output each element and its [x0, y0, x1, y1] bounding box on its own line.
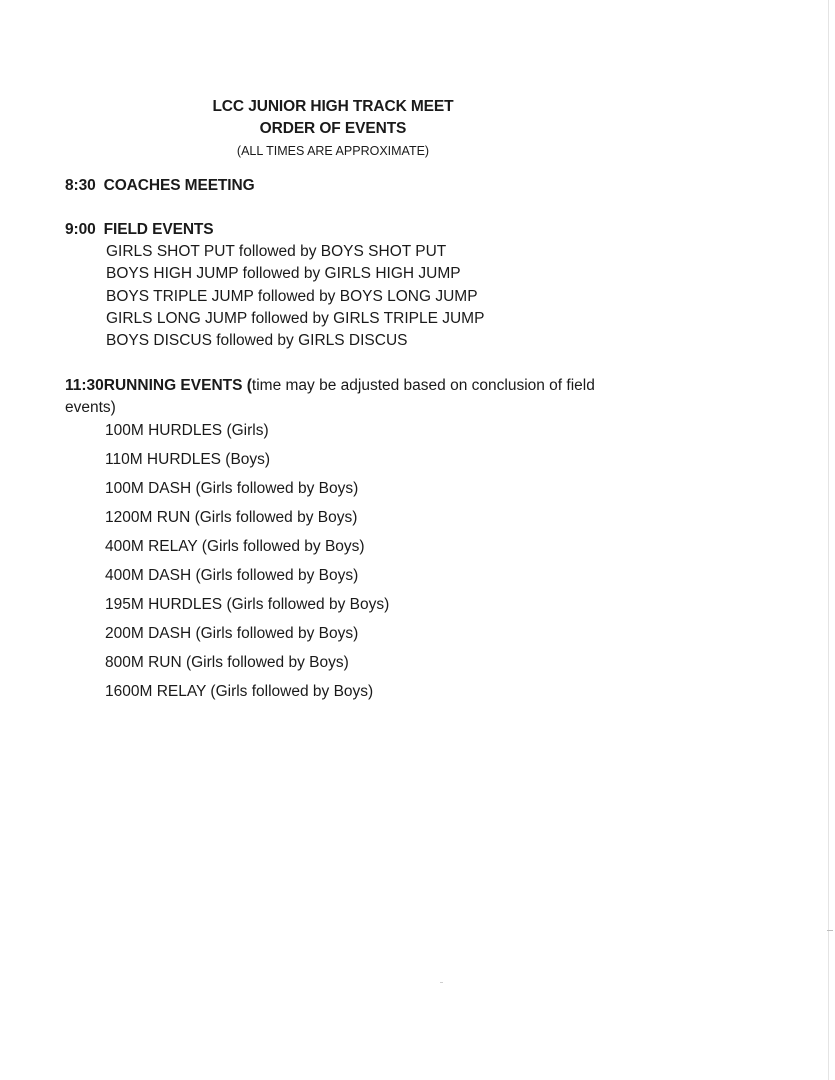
order-title: ORDER OF EVENTS [259, 120, 407, 137]
running-section [65, 375, 625, 706]
coaches-label: COACHES MEETING [103, 177, 255, 194]
coaches-heading [65, 175, 625, 197]
running-time: 11:30 [65, 377, 104, 394]
list-item: 200M DASH (Girls followed by Boys) [105, 625, 359, 642]
document-header [0, 96, 666, 161]
field-section [65, 219, 625, 352]
list-item: 195M HURDLES (Girls followed by Boys) [105, 596, 390, 613]
list-item: 1200M RUN (Girls followed by Boys) [105, 509, 358, 526]
list-item: 100M HURDLES (Girls) [105, 422, 269, 439]
list-item: 800M RUN (Girls followed by Boys) [105, 654, 349, 671]
list-item: 400M DASH (Girls followed by Boys) [105, 567, 359, 584]
list-item: 1600M RELAY (Girls followed by Boys) [105, 683, 374, 700]
page-edge-mark [827, 930, 833, 931]
field-time: 9:00 [65, 221, 96, 238]
times-note: (ALL TIMES ARE APPROXIMATE) [236, 144, 430, 158]
page-edge [828, 0, 829, 1080]
list-item: BOYS TRIPLE JUMP followed by BOYS LONG JUMP [106, 287, 478, 305]
list-item: GIRLS LONG JUMP followed by GIRLS TRIPLE JUMP [106, 309, 485, 327]
running-heading [65, 375, 625, 419]
running-events-list [65, 416, 625, 706]
list-item: 110M HURDLES (Boys) [105, 451, 271, 468]
field-heading [65, 219, 625, 241]
coaches-section [65, 175, 625, 197]
running-label: RUNNING EVENTS ( [103, 377, 252, 394]
running-note: time may be adjusted based on conclusion of field events) [65, 377, 595, 416]
field-label: FIELD EVENTS [103, 221, 214, 238]
meet-title: LCC JUNIOR HIGH TRACK MEET [212, 98, 454, 115]
list-item: 100M DASH (Girls followed by Boys) [105, 480, 359, 497]
list-item: BOYS HIGH JUMP followed by GIRLS HIGH JUMP [106, 265, 461, 283]
list-item: GIRLS SHOT PUT followed by BOYS SHOT PUT [106, 243, 447, 260]
scan-speck [440, 982, 443, 983]
coaches-time: 8:30 [65, 177, 96, 194]
list-item: BOYS DISCUS followed by GIRLS DISCUS [106, 332, 408, 350]
list-item: 400M RELAY (Girls followed by Boys) [105, 538, 365, 555]
field-events-list [65, 241, 625, 352]
